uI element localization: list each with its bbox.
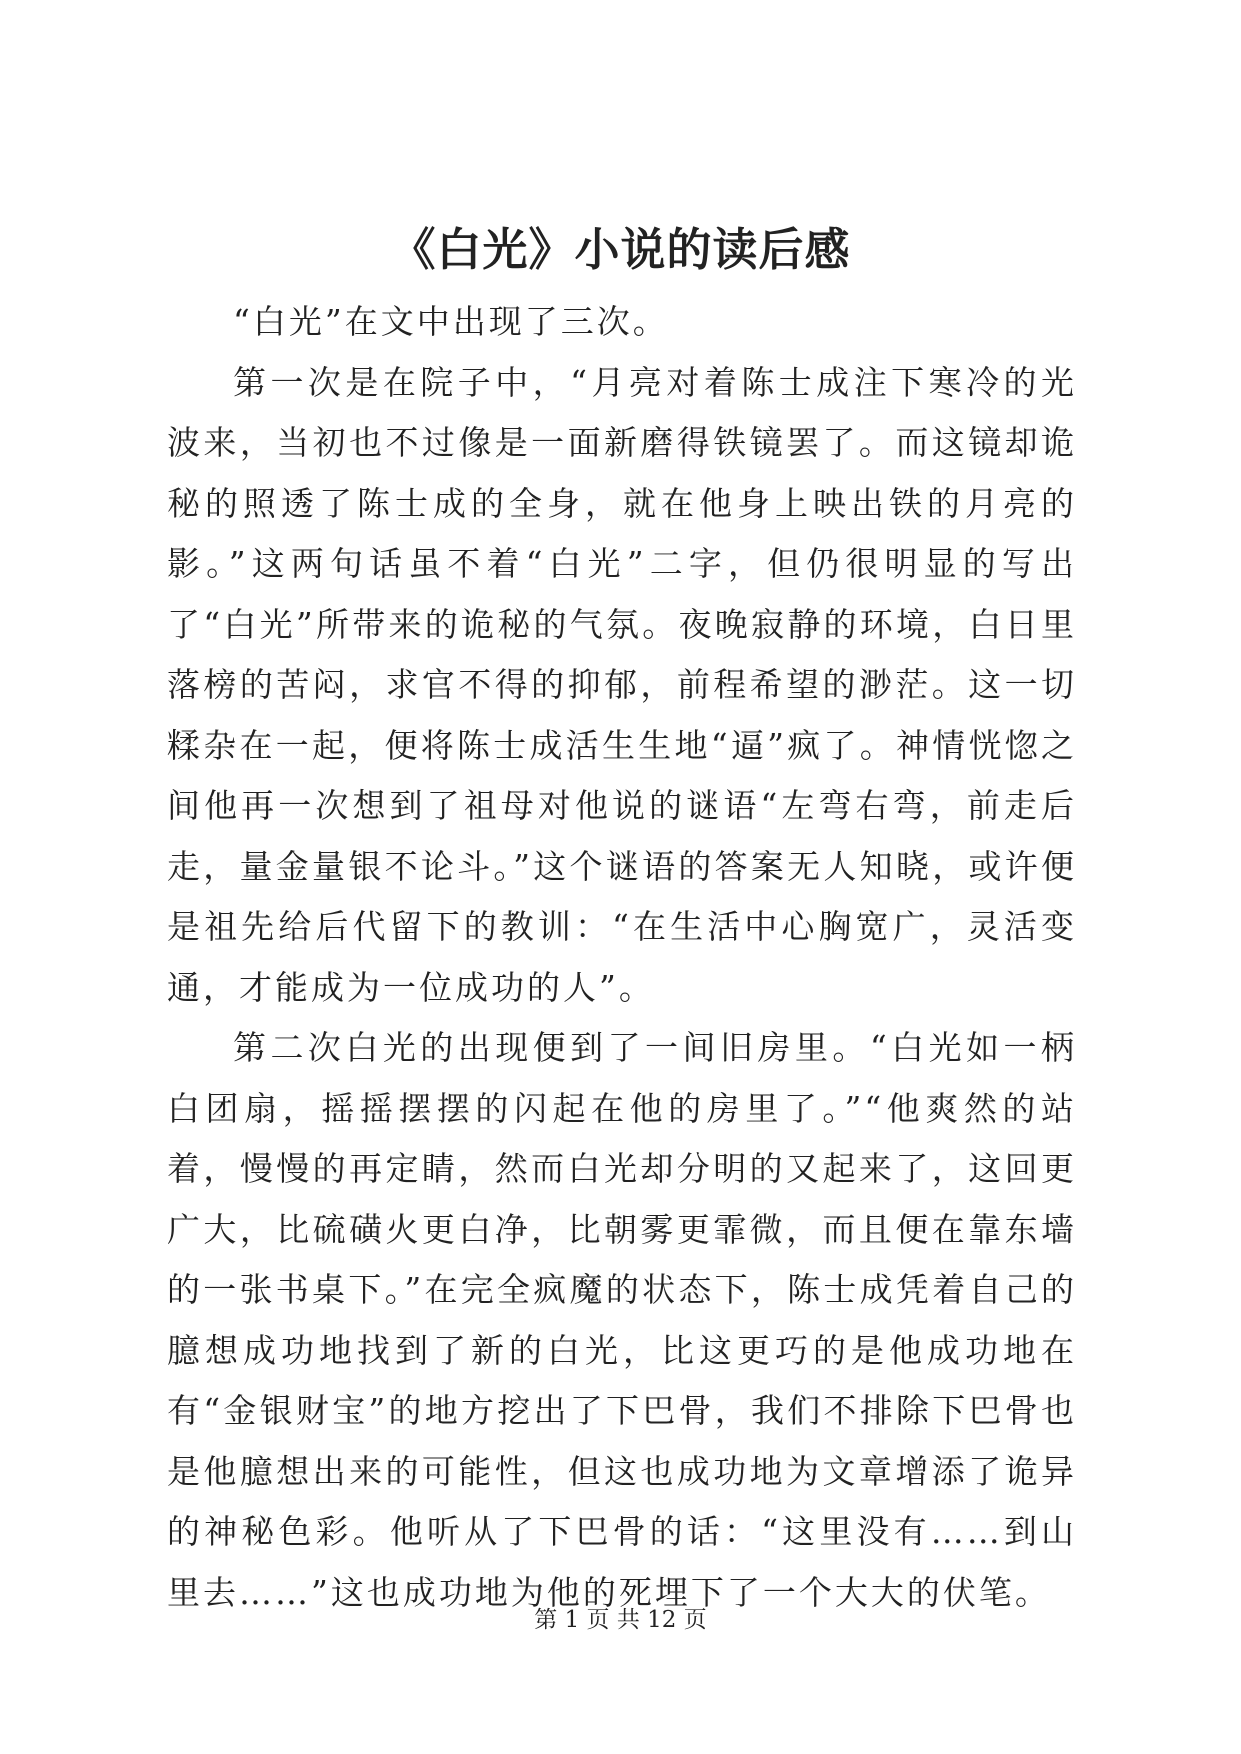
paragraph-3: 第二次白光的出现便到了一间旧房里。“白光如一柄白团扇，摇摇摆摆的闪起在他的房里了。”“他爽然的站着，慢慢的再定睛，然而白光却分明的又起来了，这回更广大，比硫磺火更白净，比朝雾更霏微，而且便在靠东墙的一张书桌下。”在完全疯魔的状态下，陈士成凭着自己的臆想成功地找到了新的白光，比这更巧的是他成功地在有“金银财宝”的地方挖出了下巴骨，我们不排除下巴骨也是他臆想出来的可能性，但这也成功地为文章增添了诡异的神秘色彩。他听从了下巴骨的话：“这里没有……到山里去……”这也成功地为他的死埋下了一个大大的伏笔。	[167, 1028, 1077, 1612]
document-body	[167, 292, 1077, 1623]
paragraph-1: “白光”在文中出现了三次。	[233, 302, 669, 341]
page-footer: 第 1 页 共 12 页	[534, 1607, 707, 1633]
paragraph-2: 第一次是在院子中，“月亮对着陈士成注下寒冷的光波来，当初也不过像是一面新磨得铁镜罢了。而这镜却诡秘的照透了陈士成的全身，就在他身上映出铁的月亮的影。”这两句话虽不着“白光”二字，但仍很明显的写出了“白光”所带来的诡秘的气氛。夜晚寂静的环境，白日里落榜的苦闷，求官不得的抑郁，前程希望的渺茫。这一切糅杂在一起，便将陈士成活生生地“逼”疯了。神情恍惚之间他再一次想到了祖母对他说的谜语“左弯右弯，前走后走，量金量银不论斗。”这个谜语的答案无人知晓，或许便是祖先给后代留下的教训：“在生活中心胸宽广，灵活变通，才能成为一位成功的人”。	[167, 362, 1077, 1007]
document-title: 《白光》小说的读后感	[390, 223, 851, 276]
